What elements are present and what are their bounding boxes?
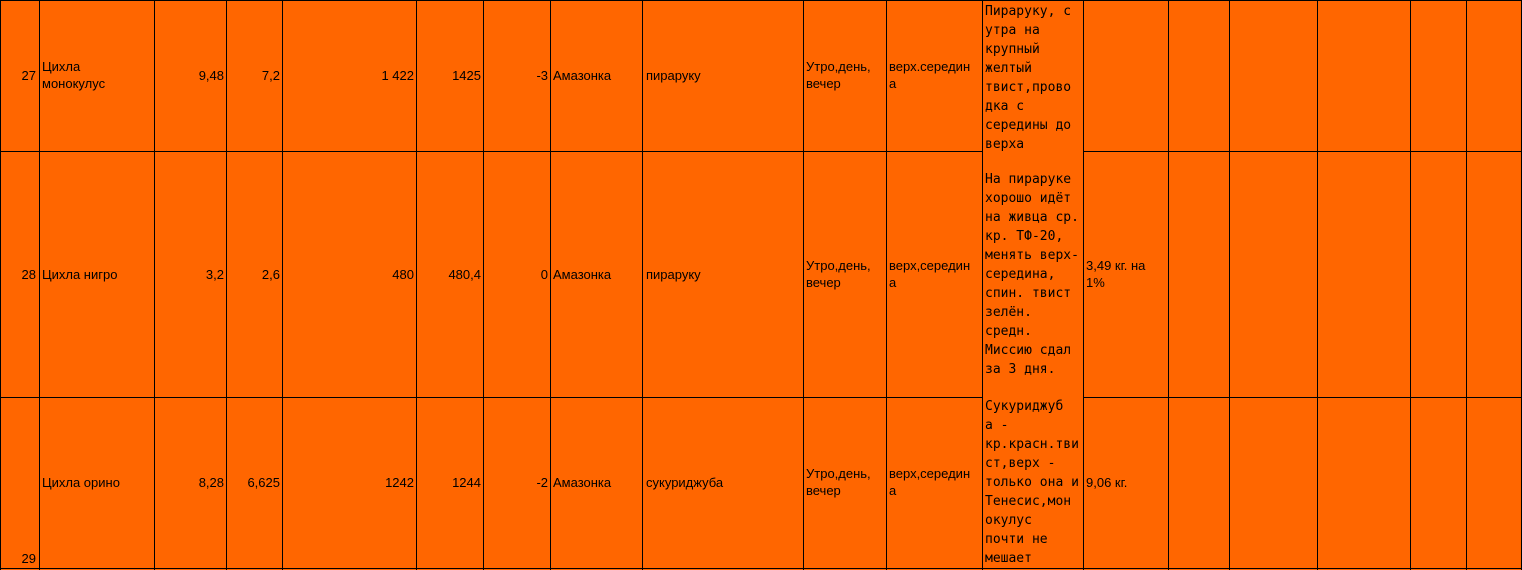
depth-cell[interactable]: верх,середин а xyxy=(889,466,971,498)
grid-line xyxy=(1317,0,1318,570)
grid-line xyxy=(0,397,982,398)
value-cell[interactable]: 1425 xyxy=(452,68,481,83)
grid-line xyxy=(982,0,983,570)
value-cell[interactable]: 2,6 xyxy=(261,267,280,282)
note-cell[interactable]: Сукуриджуб а - кр.красн.тви ст,верх - только она и Тенесис,мон окулус почти не мешает xyxy=(985,399,1079,566)
row-number[interactable]: 27 xyxy=(21,68,36,83)
time-cell[interactable]: Утро,день, вечер xyxy=(806,258,871,290)
grid-line xyxy=(282,0,283,570)
grid-line xyxy=(1083,0,1084,570)
value-cell[interactable]: -3 xyxy=(536,68,548,83)
depth-cell[interactable]: верх.середин а xyxy=(889,59,971,91)
grid-line xyxy=(642,0,643,570)
value-cell[interactable]: 8,28 xyxy=(198,475,224,490)
value-cell[interactable]: 7,2 xyxy=(261,68,280,83)
value-cell[interactable]: -2 xyxy=(536,475,548,490)
value-cell[interactable]: 1244 xyxy=(452,475,481,490)
value-cell[interactable]: 480,4 xyxy=(448,267,481,282)
result-cell[interactable]: 9,06 кг. xyxy=(1086,475,1128,490)
river-cell[interactable]: Амазонка xyxy=(553,267,612,282)
row-number[interactable]: 28 xyxy=(21,267,36,282)
grid-line xyxy=(1083,397,1522,398)
fish-name-cell[interactable]: Цихла монокулус xyxy=(42,59,106,91)
grid-line xyxy=(1466,0,1467,570)
bait-fish-cell[interactable]: сукуриджуба xyxy=(646,475,724,490)
river-cell[interactable]: Амазонка xyxy=(553,68,612,83)
grid-line xyxy=(1229,0,1230,570)
row-number[interactable]: 29 xyxy=(21,551,36,566)
result-cell[interactable]: 3,49 кг. на 1% xyxy=(1086,258,1146,290)
value-cell[interactable]: 3,2 xyxy=(205,267,224,282)
value-cell[interactable]: 480 xyxy=(392,267,414,282)
fish-name-cell[interactable]: Цихла нигро xyxy=(42,267,118,282)
grid-line xyxy=(483,0,484,570)
river-cell[interactable]: Амазонка xyxy=(553,475,612,490)
grid-line xyxy=(550,0,551,570)
grid-line xyxy=(226,0,227,570)
value-cell[interactable]: 1242 xyxy=(385,475,414,490)
time-cell[interactable]: Утро,день, вечер xyxy=(806,59,871,91)
value-cell[interactable]: 6,625 xyxy=(247,475,280,490)
note-cell[interactable]: Пираруку, с утра на крупный желтый твист,прово дка с середины до верха xyxy=(985,4,1072,152)
note-cell[interactable]: На пираруке хорошо идёт на живца ср. кр. ТФ-20, менять верх- середина, спин. твист зелён. средн. Миссию сдал за 3 дня. xyxy=(985,172,1079,377)
grid-line xyxy=(1410,0,1411,570)
grid-line xyxy=(803,0,804,570)
value-cell[interactable]: 1 422 xyxy=(381,68,414,83)
grid-line xyxy=(0,568,1522,569)
grid-line xyxy=(1168,0,1169,570)
grid-line xyxy=(886,0,887,570)
value-cell[interactable]: 0 xyxy=(540,267,548,282)
depth-cell[interactable]: верх,середин а xyxy=(889,258,971,290)
grid-line xyxy=(39,0,40,570)
grid-line xyxy=(154,0,155,570)
bait-fish-cell[interactable]: пираруку xyxy=(646,68,701,83)
grid-line xyxy=(1083,151,1522,152)
grid-line xyxy=(0,0,1522,1)
value-cell[interactable]: 9,48 xyxy=(198,68,224,83)
bait-fish-cell[interactable]: пираруку xyxy=(646,267,701,282)
fish-name-cell[interactable]: Цихла орино xyxy=(42,475,120,490)
grid-line xyxy=(416,0,417,570)
grid-line xyxy=(0,0,1,570)
time-cell[interactable]: Утро,день, вечер xyxy=(806,466,871,498)
grid-line xyxy=(0,151,982,152)
